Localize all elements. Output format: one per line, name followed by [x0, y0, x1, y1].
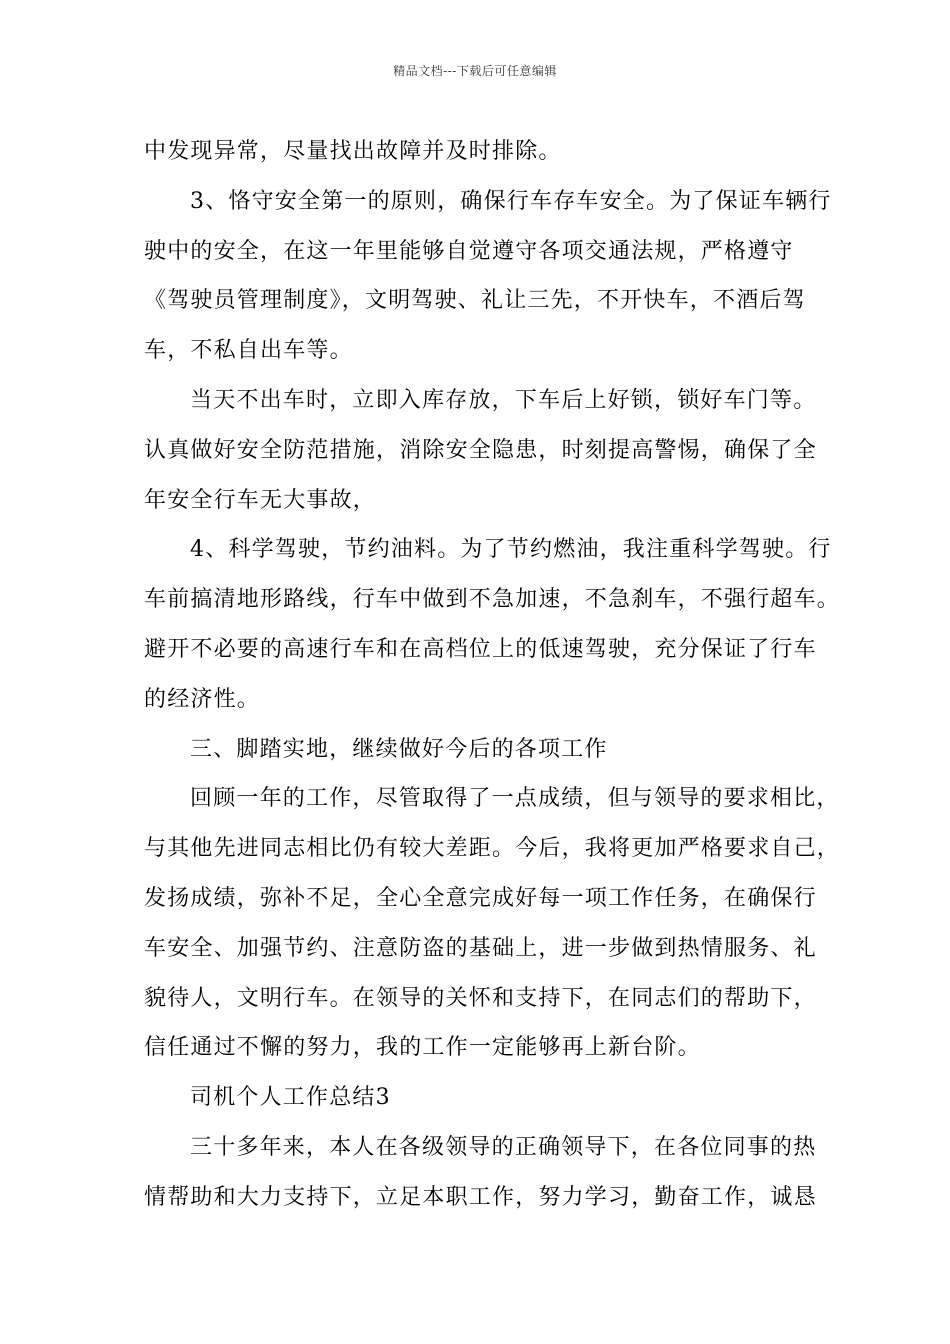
section-heading: 三、脚踏实地，继续做好今后的各项工作	[190, 736, 608, 762]
text-line: 年安全行车无大事故，	[144, 487, 377, 513]
text-line: 情帮助和大力支持下，立足本职工作，努力学习，勤奋工作，诚恳	[144, 1184, 817, 1210]
paragraph-start-line: 三十多年来，本人在各级领导的正确领导下，在各位同事的热	[190, 1134, 817, 1160]
document-body	[144, 127, 841, 1223]
text-line: 信任通过不懈的努力，我的工作一定能够再上新台阶。	[144, 1035, 701, 1061]
text-line: 驶中的安全，在这一年里能够自觉遵守各项交通法规，严格遵守	[144, 238, 794, 264]
text-line: 发扬成绩，弥补不足，全心全意完成好每一项工作任务，在确保行	[144, 885, 817, 911]
text-line: 的经济性。	[144, 686, 261, 712]
text-line: 车前搞清地形路线，行车中做到不急加速，不急刹车，不强行超车。	[144, 587, 841, 613]
paragraph-start-line: 3、恪守安全第一的原则，确保行车存车安全。为了保证车辆行	[190, 188, 832, 214]
text-line: 中发现异常，尽量找出故障并及时排除。	[144, 139, 562, 164]
paragraph-start-line: 回顾一年的工作，尽管取得了一点成绩，但与领导的要求相比，	[190, 786, 840, 812]
text-line: 车安全、加强节约、注意防盗的基础上，进一步做到热情服务、礼	[144, 935, 817, 961]
text-line: 避开不必要的高速行车和在高档位上的低速驾驶，充分保证了行车	[144, 636, 817, 662]
page-header: 精品文档---下载后可任意编辑	[393, 64, 557, 78]
document-title: 司机个人工作总结3	[190, 1085, 391, 1111]
text-line: 与其他先进同志相比仍有较大差距。今后，我将更加严格要求自己，	[144, 836, 841, 862]
paragraph-start-line: 当天不出车时，立即入库存放，下车后上好锁，锁好车门等。	[190, 387, 817, 413]
text-line: 貌待人，文明行车。在领导的关怀和支持下，在同志们的帮助下，	[144, 985, 817, 1011]
text-line: 《驾驶员管理制度》，文明驾驶、礼让三先，不开快车，不酒后驾	[144, 288, 806, 314]
text-line: 认真做好安全防范措施，消除安全隐患，时刻提高警惕，确保了全	[144, 437, 817, 463]
paragraph-start-line: 4、科学驾驶，节约油料。为了节约燃油，我注重科学驾驶。行	[190, 537, 832, 563]
text-line: 车，不私自出车等。	[144, 338, 353, 364]
